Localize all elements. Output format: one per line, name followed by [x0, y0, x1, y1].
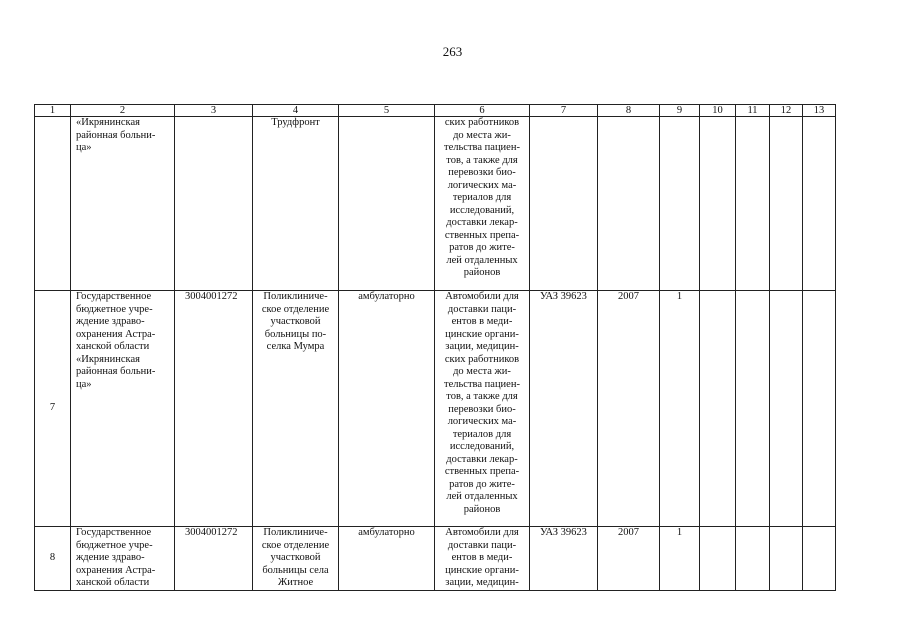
- table-row: [35, 291, 836, 527]
- col13-cell: [803, 117, 836, 291]
- table-header-row: [35, 105, 836, 117]
- column-header: 7: [530, 105, 598, 117]
- col12-cell: [770, 527, 803, 591]
- column-header: 6: [435, 105, 530, 117]
- column-header: 10: [700, 105, 736, 117]
- year-cell: 2007: [598, 291, 660, 527]
- division-cell: Трудфронт: [253, 117, 339, 291]
- column-header: 11: [736, 105, 770, 117]
- inn-cell: 3004001272: [175, 527, 253, 591]
- division-cell: Поликлиниче- ское отделение участковой больницы по- селка Мумра: [253, 291, 339, 527]
- inn-cell: 3004001272: [175, 291, 253, 527]
- col10-cell: [700, 291, 736, 527]
- column-header: 1: [35, 105, 71, 117]
- quantity-cell: 1: [660, 527, 700, 591]
- model-cell: УАЗ 39623: [530, 527, 598, 591]
- column-header: 5: [339, 105, 435, 117]
- col11-cell: [736, 291, 770, 527]
- organization-cell: «Икрянинская районная больни- ца»: [71, 117, 175, 291]
- col10-cell: [700, 527, 736, 591]
- column-header: 8: [598, 105, 660, 117]
- column-header: 12: [770, 105, 803, 117]
- table-row: [35, 527, 836, 591]
- page-number: 263: [442, 44, 463, 59]
- inn-cell: [175, 117, 253, 291]
- column-header: 2: [71, 105, 175, 117]
- mode-cell: амбулаторно: [339, 291, 435, 527]
- quantity-cell: [660, 117, 700, 291]
- model-cell: УАЗ 39623: [530, 291, 598, 527]
- model-cell: [530, 117, 598, 291]
- row-number: [35, 117, 71, 291]
- col12-cell: [770, 117, 803, 291]
- purpose-cell: Автомобили для доставки паци- ентов в меди- цинские органи- зации, медицин- ских работников до места жи- тельства пациен- тов, а также для перевозки био- логических ма- териалов для исследований, доставки лекар- ственных препа- ратов до жите- лей отдаленных районов: [435, 291, 530, 527]
- year-cell: 2007: [598, 527, 660, 591]
- purpose-cell: ских работников до места жи- тельства пациен- тов, а также для перевозки био- логических ма- териалов для исследований, доставки лекар- ственных препа- ратов до жите- лей отдаленных районов: [435, 117, 530, 291]
- vehicle-table: [34, 104, 836, 591]
- row-number: 8: [35, 527, 71, 591]
- column-header: 3: [175, 105, 253, 117]
- column-header: 13: [803, 105, 836, 117]
- quantity-cell: 1: [660, 291, 700, 527]
- col11-cell: [736, 527, 770, 591]
- col12-cell: [770, 291, 803, 527]
- column-header: 9: [660, 105, 700, 117]
- col10-cell: [700, 117, 736, 291]
- column-header: 4: [253, 105, 339, 117]
- mode-cell: [339, 117, 435, 291]
- row-number: 7: [35, 291, 71, 527]
- col13-cell: [803, 527, 836, 591]
- mode-cell: амбулаторно: [339, 527, 435, 591]
- division-cell: Поликлиниче- ское отделение участковой больницы села Житное: [253, 527, 339, 591]
- col11-cell: [736, 117, 770, 291]
- purpose-cell: Автомобили для доставки паци- ентов в меди- цинские органи- зации, медицин-: [435, 527, 530, 591]
- organization-cell: Государственное бюджетное учре- ждение здраво- охранения Астра- ханской области «Икрянинская районная больни- ца»: [71, 291, 175, 527]
- col13-cell: [803, 291, 836, 527]
- year-cell: [598, 117, 660, 291]
- table-row: [35, 117, 836, 291]
- organization-cell: Государственное бюджетное учре- ждение здраво- охранения Астра- ханской области: [71, 527, 175, 591]
